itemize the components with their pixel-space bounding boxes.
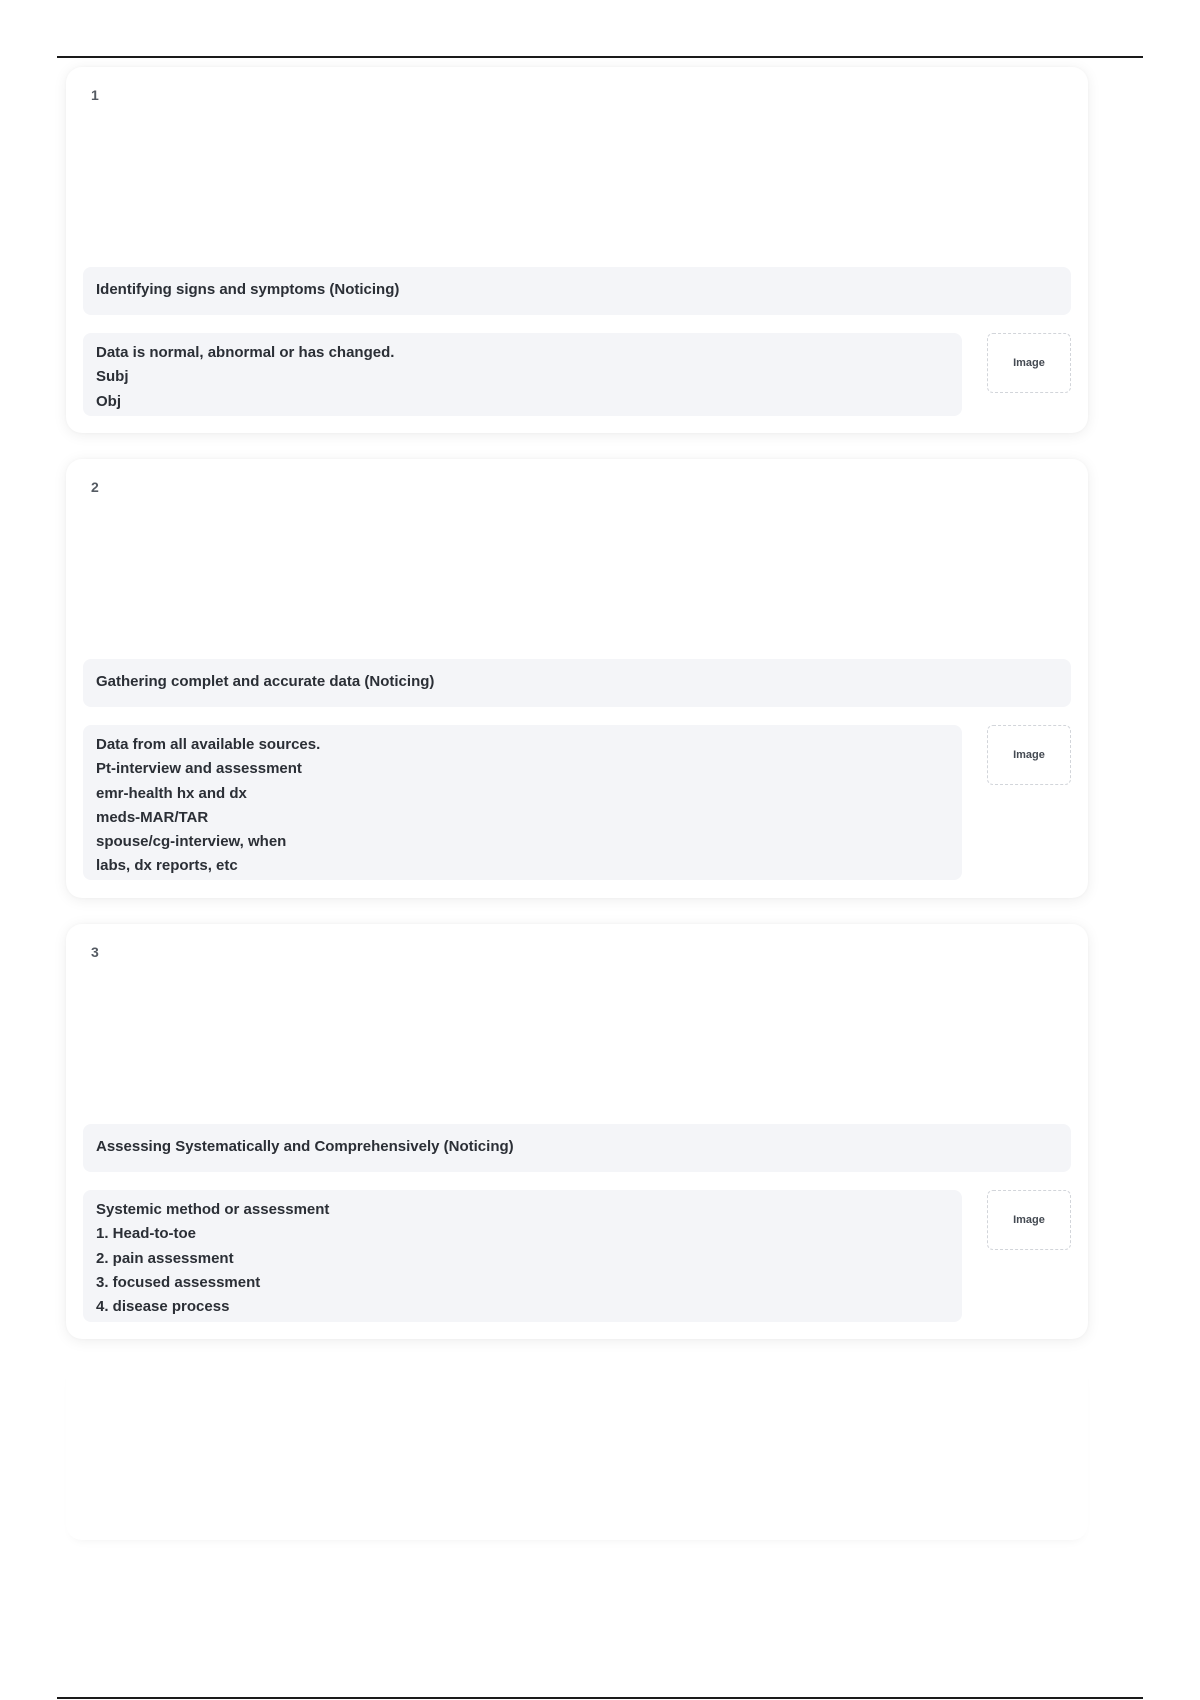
definition-line: Subj [96, 368, 129, 386]
empty-card-area [66, 1360, 1088, 1540]
bottom-rule [57, 1697, 1143, 1699]
definition-line: 1. Head-to-toe [96, 1225, 197, 1243]
card-definition [83, 1190, 962, 1322]
card-term: Gathering complet and accurate data (Noticing) [83, 659, 1071, 707]
flashcard[interactable] [66, 924, 1088, 1339]
card-number: 2 [91, 479, 99, 495]
image-placeholder[interactable]: Image [987, 1190, 1071, 1250]
definition-line: meds-MAR/TAR [96, 808, 209, 826]
definition-line: Data is normal, abnormal or has changed. [96, 344, 395, 361]
image-placeholder[interactable]: Image [987, 333, 1071, 393]
definition-line: 4. disease process [96, 1298, 230, 1316]
card-number: 3 [91, 944, 99, 960]
definition-line: Pt-interview and assessment [96, 760, 302, 778]
flashcard[interactable] [66, 459, 1088, 898]
definition-line: 2. pain assessment [96, 1249, 234, 1267]
card-number: 1 [91, 87, 99, 103]
card-definition [83, 333, 962, 416]
card-definition [83, 725, 962, 880]
definition-line: Data from all available sources. [96, 736, 321, 753]
definition-line: emr-health hx and dx [96, 784, 247, 802]
definition-line: Obj [96, 392, 121, 410]
definition-line: spouse/cg-interview, when [96, 833, 287, 851]
definition-line: labs, dx reports, etc [96, 857, 238, 875]
flashcard[interactable] [66, 67, 1088, 433]
definition-line: 3. focused assessment [96, 1273, 261, 1291]
card-term: Identifying signs and symptoms (Noticing) [83, 267, 1071, 315]
definition-line: Systemic method or assessment [96, 1201, 330, 1218]
card-term: Assessing Systematically and Comprehensively (Noticing) [83, 1124, 1071, 1172]
image-placeholder[interactable]: Image [987, 725, 1071, 785]
top-rule [57, 56, 1143, 58]
